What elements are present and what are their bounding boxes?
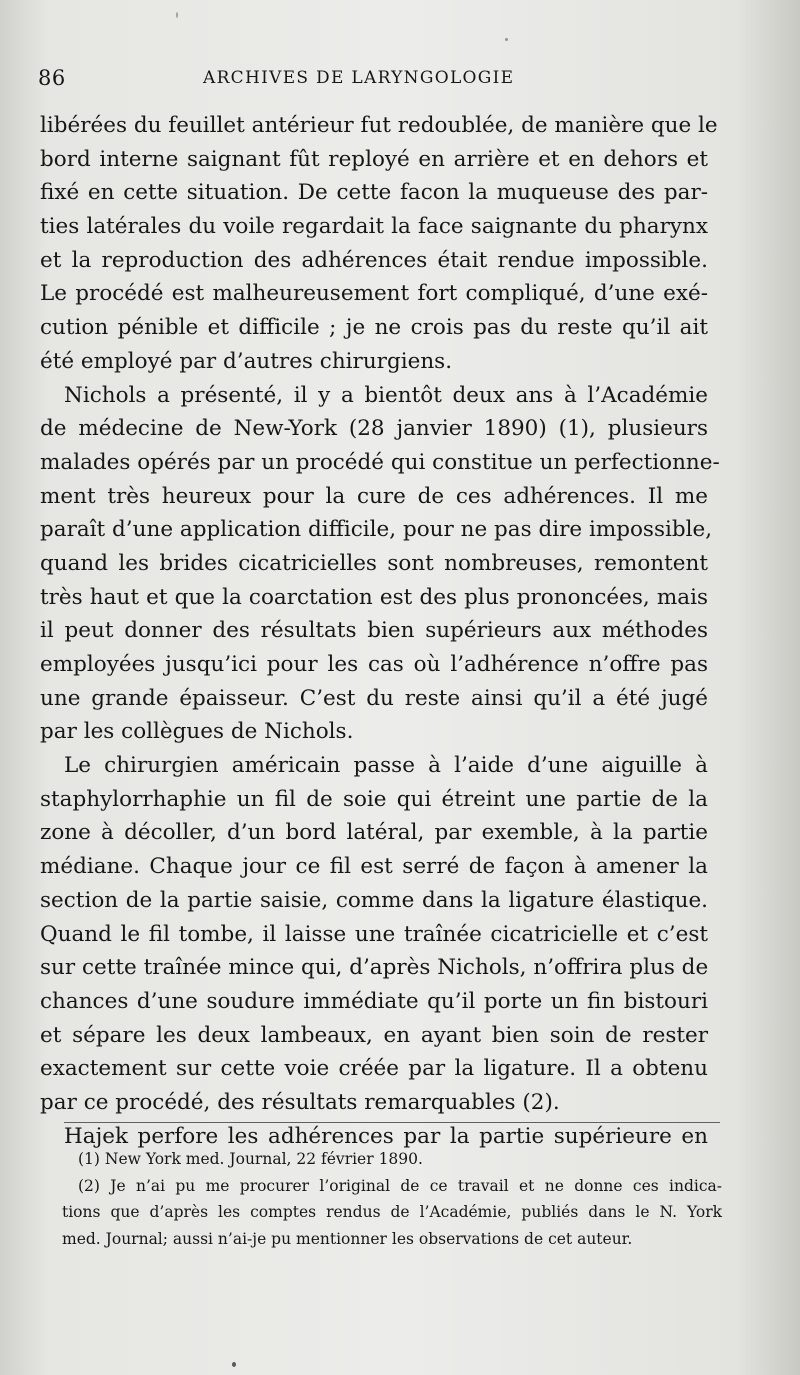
page-header [38,64,728,96]
text-line: fixé en cette situation. De cette facon la muqueuse des par- [40,180,708,206]
text-line: par les collègues de Nichols. [40,719,354,745]
footnotes [62,1146,722,1252]
text-line: employées jusqu’ici pour les cas où l’adhérence n’offre pas [40,652,708,677]
footnote-line: med. Journal; aussi n’ai-je pu mentionner les observations de cet auteur. [62,1229,633,1248]
text-line: sur cette traînée mince qui, d’après Nichols, n’offrira plus de [40,955,709,981]
text-line: quand les brides cicatricielles sont nombreuses, remontent [40,550,708,576]
paper-speck [505,38,508,41]
text-line: et sépare les deux lambeaux, en ayant bien soin de rester [40,1022,708,1048]
text-line: Le chirurgien américain passe à l’aide d’une aiguille à [64,753,708,779]
text-line: il peut donner des résultats bien supérieurs aux méthodes [40,618,708,644]
text-line: Hajek perfore les adhérences par la partie supérieure en [64,1123,708,1149]
text-line: ties latérales du voile regardait la face saignante du pharynx [40,214,708,240]
text-line: zone à décoller, d’un bord latéral, par exemble, à la partie [40,820,708,846]
footnote-line: (2) Je n’ai pu me procurer l’original de ce travail et ne donne ces indica- [78,1176,722,1195]
text-line: bord interne saignant fût reployé en arrière et en dehors et [40,146,708,172]
running-title: ARCHIVES DE LARYNGOLOGIE [203,68,515,88]
text-line: staphylorrhaphie un fil de soie qui étreint une partie de la [40,786,708,812]
text-line: Le procédé est malheureusement fort compliqué, d’une exé- [40,281,708,307]
text-line: par ce procédé, des résultats remarquables (2). [40,1089,560,1115]
text-line: une grande épaisseur. C’est du reste ainsi qu’il a été jugé [40,685,708,711]
text-line: Quand le fil tombe, il laisse une traînée cicatricielle et c’est [40,921,708,947]
text-line: de médecine de New-York (28 janvier 1890) (1), plusieurs [40,416,708,442]
footnote-line: tions que d’après les comptes rendus de l’Académie, publiés dans le N. York [62,1203,722,1221]
text-line: médiane. Chaque jour ce fil est serré de façon à amener la [40,854,708,880]
text-line: Nichols a présenté, il y a bientôt deux ans à l’Académie [64,382,708,408]
text-line: libérées du feuillet antérieur fut redoublée, de manière que le [40,113,718,138]
text-line: section de la partie saisie, comme dans la ligature élastique. [40,887,708,913]
text-line: ment très heureux pour la cure de ces adhérences. Il me [40,483,708,509]
text-line: paraît d’une application difficile, pour ne pas dire impossible, [40,517,713,543]
text-line: exactement sur cette voie créée par la ligature. Il a obtenu [40,1056,708,1082]
text-line: très haut et que la coarctation est des plus prononcées, mais [40,584,708,610]
text-line: malades opérés par un procédé qui constitue un perfectionne- [40,449,720,475]
body-text [40,109,720,1153]
paper-speck [232,1362,236,1367]
text-line: cution pénible et difficile ; je ne crois pas du reste qu’il ait [40,315,708,341]
footnote-divider [64,1122,720,1123]
footnote-line: (1) New York med. Journal, 22 février 1890. [78,1150,423,1168]
text-line: été employé par d’autres chirurgiens. [40,348,453,374]
text-line: et la reproduction des adhérences était rendue impossible. [40,247,708,273]
paper-speck [176,12,178,18]
page-number: 86 [38,66,66,90]
text-line: chances d’une soudure immédiate qu’il porte un fin bistouri [40,988,708,1014]
